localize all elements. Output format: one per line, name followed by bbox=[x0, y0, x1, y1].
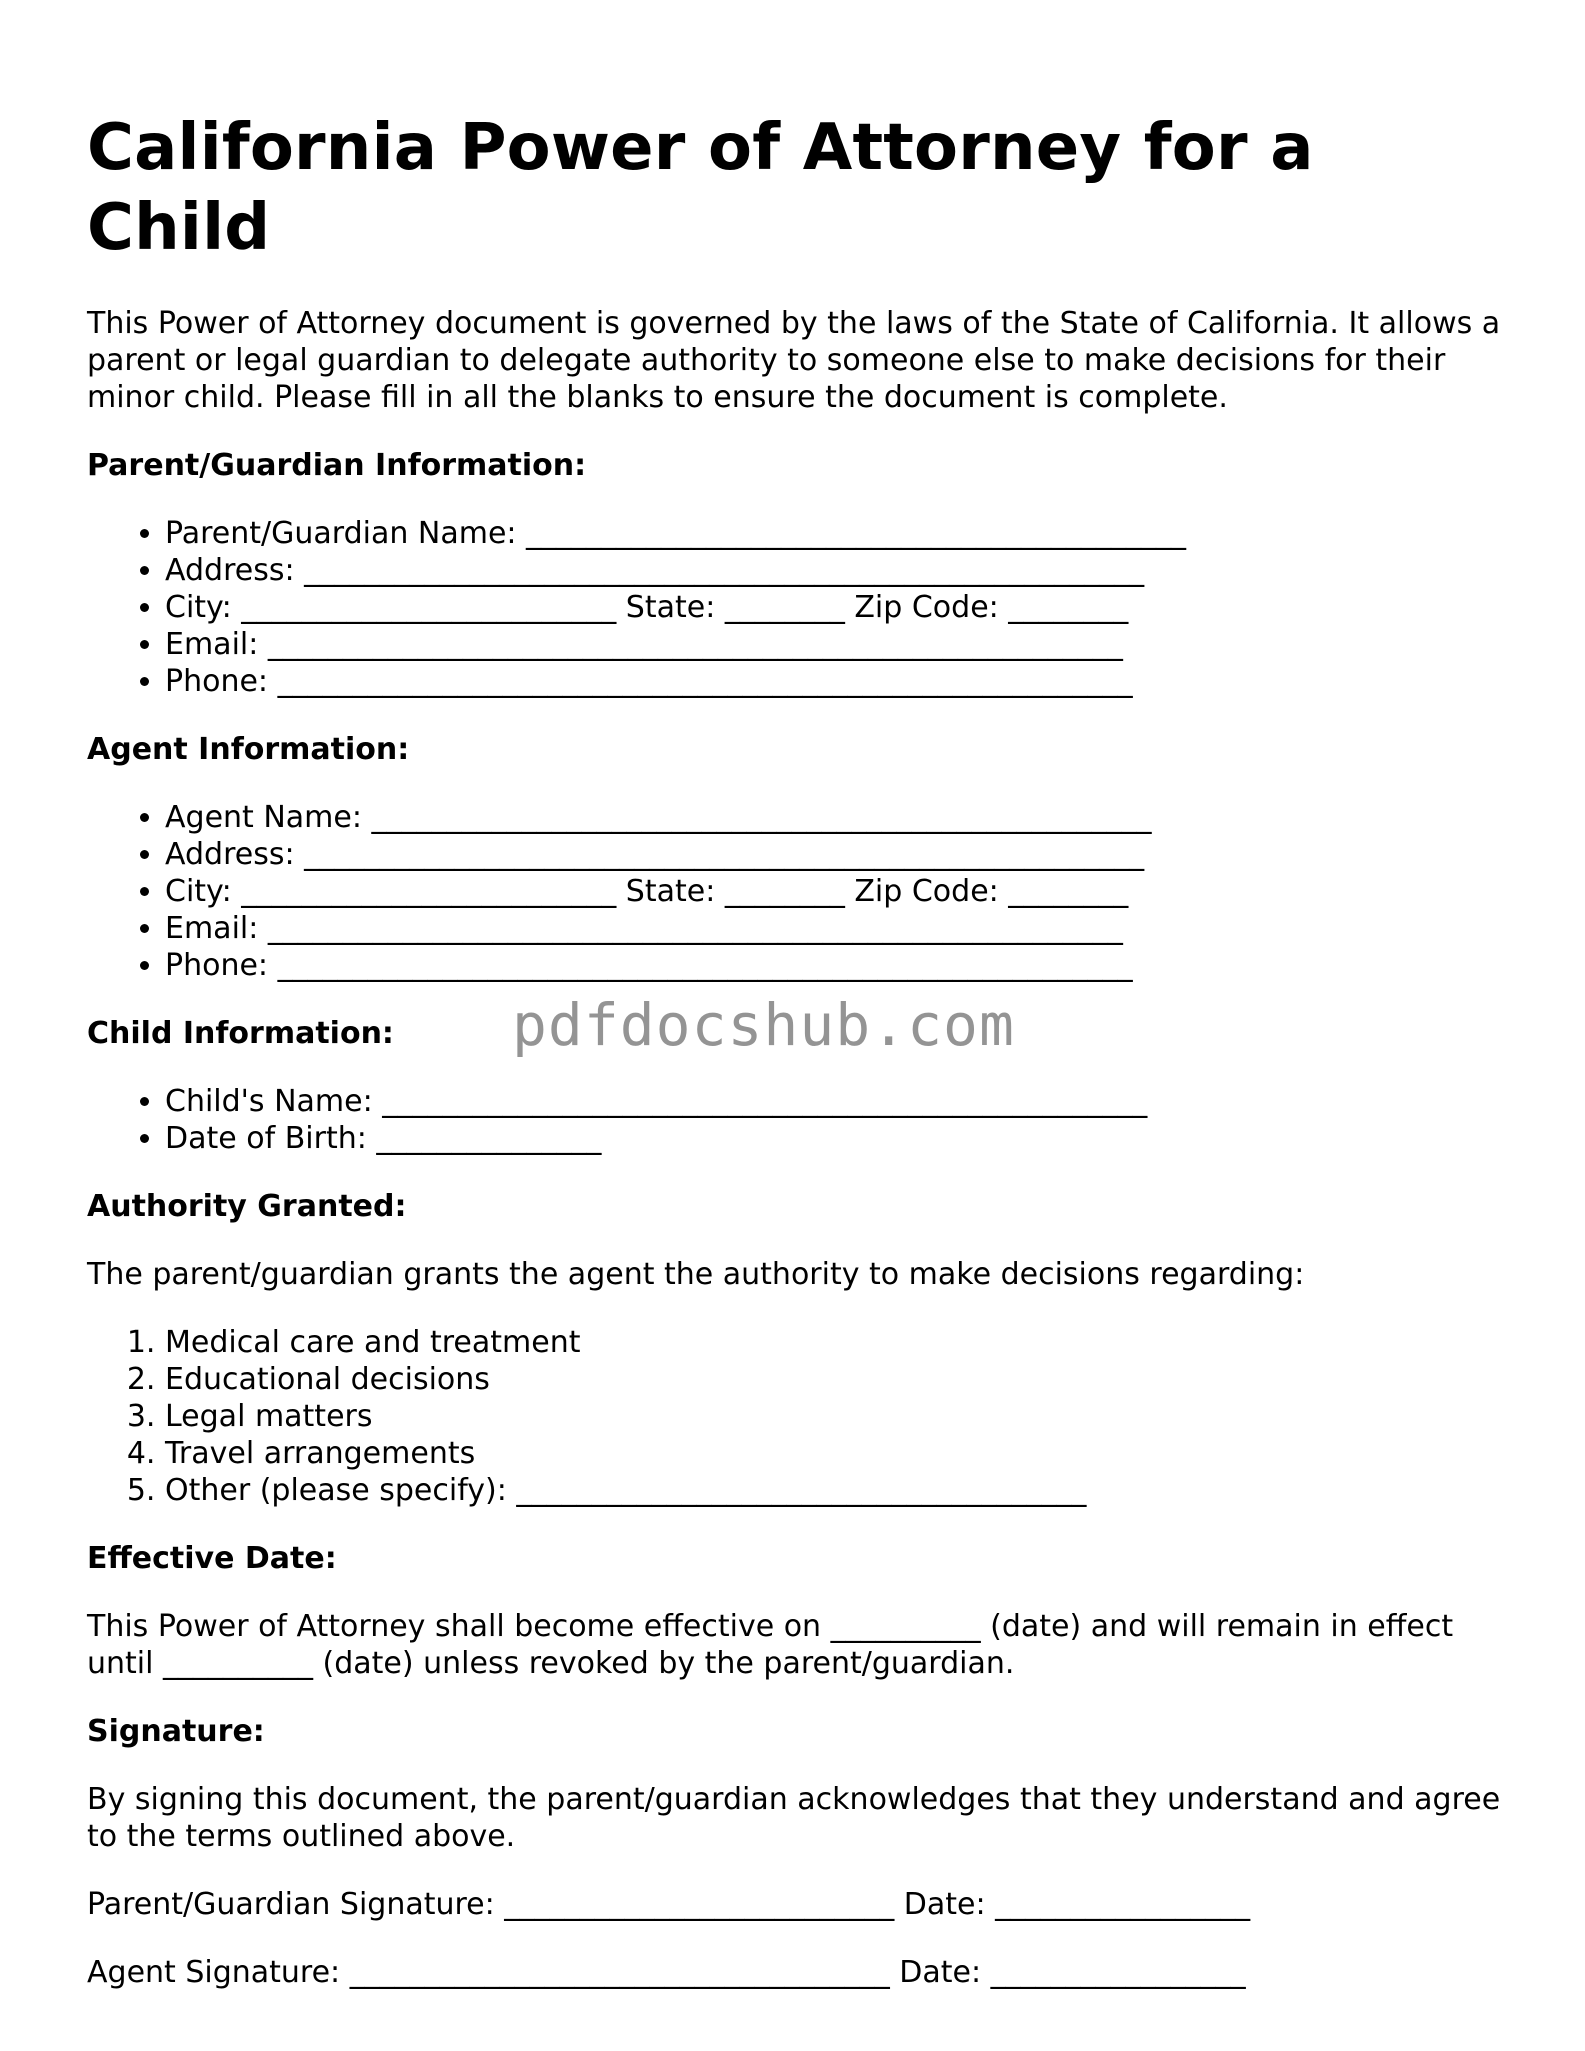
watermark-text: pdfdocshub.com bbox=[512, 991, 1015, 1059]
child-dob-field[interactable]: • Date of Birth: _______________ bbox=[165, 1120, 1507, 1157]
authority-item-travel: 4. Travel arrangements bbox=[165, 1435, 1507, 1472]
document-content bbox=[87, 108, 1507, 2022]
parent-signature-line[interactable]: Parent/Guardian Signature: __________________________ Date: _________________ bbox=[87, 1887, 1251, 1922]
agent-email-field[interactable]: • Email: _________________________________________________________ bbox=[165, 910, 1507, 947]
agent-phone-field[interactable]: • Phone: _________________________________________________________ bbox=[165, 947, 1507, 984]
agent-section-heading: Agent Information: bbox=[87, 732, 410, 767]
parent-email-field[interactable]: • Email: _________________________________________________________ bbox=[165, 626, 1507, 663]
intro-paragraph: This Power of Attorney document is governed by the laws of the State of California. It allows a parent or legal guardian to delegate authority to someone else to make decisions for their minor child. Please fill in all the blanks to ensure the document is complete. bbox=[87, 306, 1501, 415]
authority-paragraph: The parent/guardian grants the agent the authority to make decisions regarding: bbox=[87, 1257, 1305, 1292]
agent-address-field[interactable]: • Address: ________________________________________________________ bbox=[165, 836, 1507, 873]
parent-section-heading: Parent/Guardian Information: bbox=[87, 448, 587, 483]
parent-city-state-zip-field[interactable]: • City: _________________________ State: ________ Zip Code: ________ bbox=[165, 589, 1507, 626]
authority-item-legal: 3. Legal matters bbox=[165, 1398, 1507, 1435]
parent-phone-field[interactable]: • Phone: _________________________________________________________ bbox=[165, 663, 1507, 700]
child-info-list bbox=[87, 1083, 1507, 1157]
agent-name-field[interactable]: • Agent Name: ____________________________________________________ bbox=[165, 799, 1507, 836]
agent-city-state-zip-field[interactable]: • City: _________________________ State: ________ Zip Code: ________ bbox=[165, 873, 1507, 910]
parent-address-field[interactable]: • Address: ________________________________________________________ bbox=[165, 552, 1507, 589]
authority-section-heading: Authority Granted: bbox=[87, 1189, 407, 1224]
child-name-field[interactable]: • Child's Name: ___________________________________________________ bbox=[165, 1083, 1507, 1120]
parent-name-field[interactable]: • Parent/Guardian Name: ____________________________________________ bbox=[165, 515, 1507, 552]
authority-item-medical: 1. Medical care and treatment bbox=[165, 1324, 1507, 1361]
agent-info-list bbox=[87, 799, 1507, 984]
effective-section-heading: Effective Date: bbox=[87, 1541, 337, 1576]
child-section-heading: Child Information: bbox=[87, 1016, 394, 1051]
effective-date-paragraph[interactable]: This Power of Attorney shall become effective on __________ (date) and will remain in effect until __________ (date) unless revoked by the parent/guardian. bbox=[87, 1609, 1454, 1681]
authority-list bbox=[87, 1324, 1507, 1509]
authority-item-educational: 2. Educational decisions bbox=[165, 1361, 1507, 1398]
document-title: California Power of Attorney for a Child bbox=[87, 111, 1314, 265]
signature-paragraph: By signing this document, the parent/guardian acknowledges that they understand and agree to the terms outlined above. bbox=[87, 1782, 1501, 1854]
agent-signature-line[interactable]: Agent Signature: ____________________________________ Date: _________________ bbox=[87, 1955, 1246, 1990]
parent-info-list bbox=[87, 515, 1507, 700]
authority-item-other-field[interactable]: 5. Other (please specify): ______________________________________ bbox=[165, 1472, 1507, 1509]
signature-section-heading: Signature: bbox=[87, 1714, 265, 1749]
